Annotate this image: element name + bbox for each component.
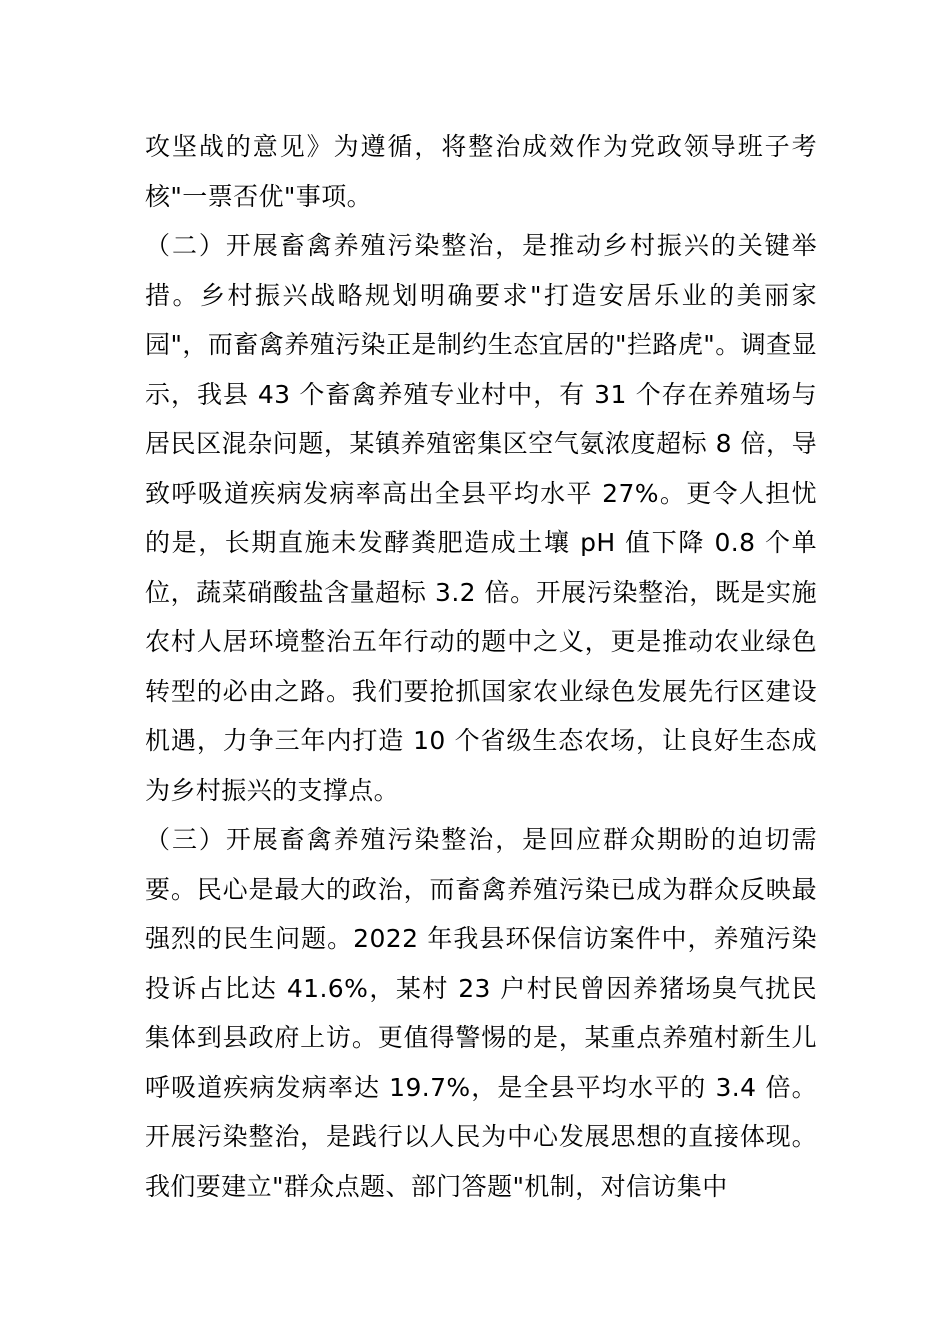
paragraph-section-two: （二）开展畜禽养殖污染整治，是推动乡村振兴的关键举措。乡村振兴战略规划明确要求"打造安居乐业的美丽家园"，而畜禽养殖污染正是制约生态宜居的"拦路虎"。调查显示，我县 43 个畜禽养殖专业村中，有 31 个存在养殖场与居民区混杂问题，某镇养殖密集区空气氨浓度超标 8 倍，导致呼吸道疾病发病率高出全县平均水平 27%。更令人担忧的是，长期直施未发酵粪肥造成土壤 pH 值下降 0.8 个单位，蔬菜硝酸盐含量超标 3.2 倍。开展污染整治，既是实施农村人居环境整治五年行动的题中之义，更是推动农业绿色转型的必由之路。我们要抢抓国家农业绿色发展先行区建设机遇，力争三年内打造 10 个省级生态农场，让良好生态成为乡村振兴的支撑点。	[145, 231, 817, 805]
paragraph-section-three: （三）开展畜禽养殖污染整治，是回应群众期盼的迫切需要。民心是最大的政治，而畜禽养殖污染已成为群众反映最强烈的民生问题。2022 年我县环保信访案件中，养殖污染投诉占比达 41.6%，某村 23 户村民曾因养猪场臭气扰民集体到县政府上访。更值得警惕的是，某重点养殖村新生儿呼吸道疾病发病率达 19.7%，是全县平均水平的 3.4 倍。开展污染整治，是践行以人民为中心发展思想的直接体现。我们要建立"群众点题、部门答题"机制，对信访集中	[145, 825, 817, 1201]
document-body	[145, 122, 817, 1211]
paragraph-continuation: 攻坚战的意见》为遵循，将整治成效作为党政领导班子考核"一票否优"事项。	[145, 132, 817, 211]
